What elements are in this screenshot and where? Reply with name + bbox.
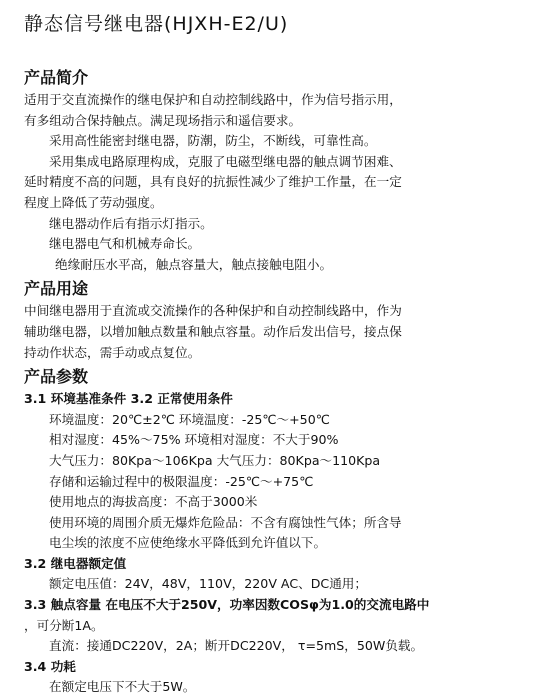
usage-line: 持动作状态，需手动或点复位。 [24, 344, 201, 360]
usage-line: 中间继电器用于直流或交流操作的各种保护和自动控制线路中，作为 [24, 303, 402, 319]
intro-line: 采用集成电路原理构成，克服了电磁型继电器的触点调节困难、 [49, 153, 402, 169]
param-line: 使用地点的海拔高度：不高于3000米 [49, 494, 258, 510]
param-line: 大气压力：80Kpa～106Kpa 大气压力：80Kpa～110Kpa [49, 452, 381, 468]
param-line: 电尘埃的浓度不应使绝缘水平降低到允许值以下。 [49, 535, 327, 551]
subsection-title-3-3: 3.3 触点容量 在电压不大于250V，功率因数COSφ为1.0的交流电路中 [24, 597, 430, 613]
param-line: 存储和运输过程中的极限温度：-25℃～+75℃ [49, 473, 314, 489]
page-title: 静态信号继电器(HJXH-E2/U) [24, 13, 289, 35]
param-line: ，可分断1A。 [24, 617, 104, 633]
intro-line: 程度上降低了劳动强度。 [24, 194, 163, 210]
param-line: 相对湿度：45%～75% 环境相对湿度：不大于90% [49, 432, 339, 448]
param-line: 在额定电压下不大于5W。 [49, 679, 196, 695]
param-line: 直流：接通DC220V，2A；断开DC220V， τ=5mS，50W负载。 [49, 638, 424, 654]
section-heading-usage: 产品用途 [24, 279, 89, 299]
section-heading-params: 产品参数 [24, 367, 89, 387]
subsection-title-3-4: 3.4 功耗 [24, 658, 76, 674]
section-heading-intro: 产品简介 [24, 68, 89, 87]
param-line: 额定电压值：24V，48V，110V，220V AC、DC通用； [49, 576, 367, 592]
param-line: 环境温度：20℃±2℃ 环境温度：-25℃～+50℃ [49, 411, 330, 427]
intro-line: 继电器动作后有指示灯指示。 [49, 215, 213, 231]
intro-line: 采用高性能密封继电器，防潮，防尘，不断线，可靠性高。 [49, 133, 377, 149]
usage-line: 辅助继电器，以增加触点数量和触点容量。动作后发出信号，接点保 [24, 323, 402, 339]
intro-line: 延时精度不高的问题，具有良好的抗振性减少了维护工作量，在一定 [24, 174, 402, 190]
intro-line: 绝缘耐压水平高，触点容量大，触点接触电阻小。 [55, 256, 333, 272]
subsection-title-3-2: 3.2 继电器额定值 [24, 555, 127, 571]
param-line: 使用环境的周围介质无爆炸危险品：不含有腐蚀性气体；所含导 [49, 514, 402, 530]
intro-line: 继电器电气和机械寿命长。 [49, 236, 201, 252]
subsection-title-3-1: 3.1 环境基准条件 3.2 正常使用条件 [24, 391, 233, 407]
intro-line: 适用于交直流操作的继电保护和自动控制线路中，作为信号指示用， [24, 92, 402, 107]
intro-line: 有多组动合保持触点。满足现场指示和遥信要求。 [24, 112, 302, 128]
